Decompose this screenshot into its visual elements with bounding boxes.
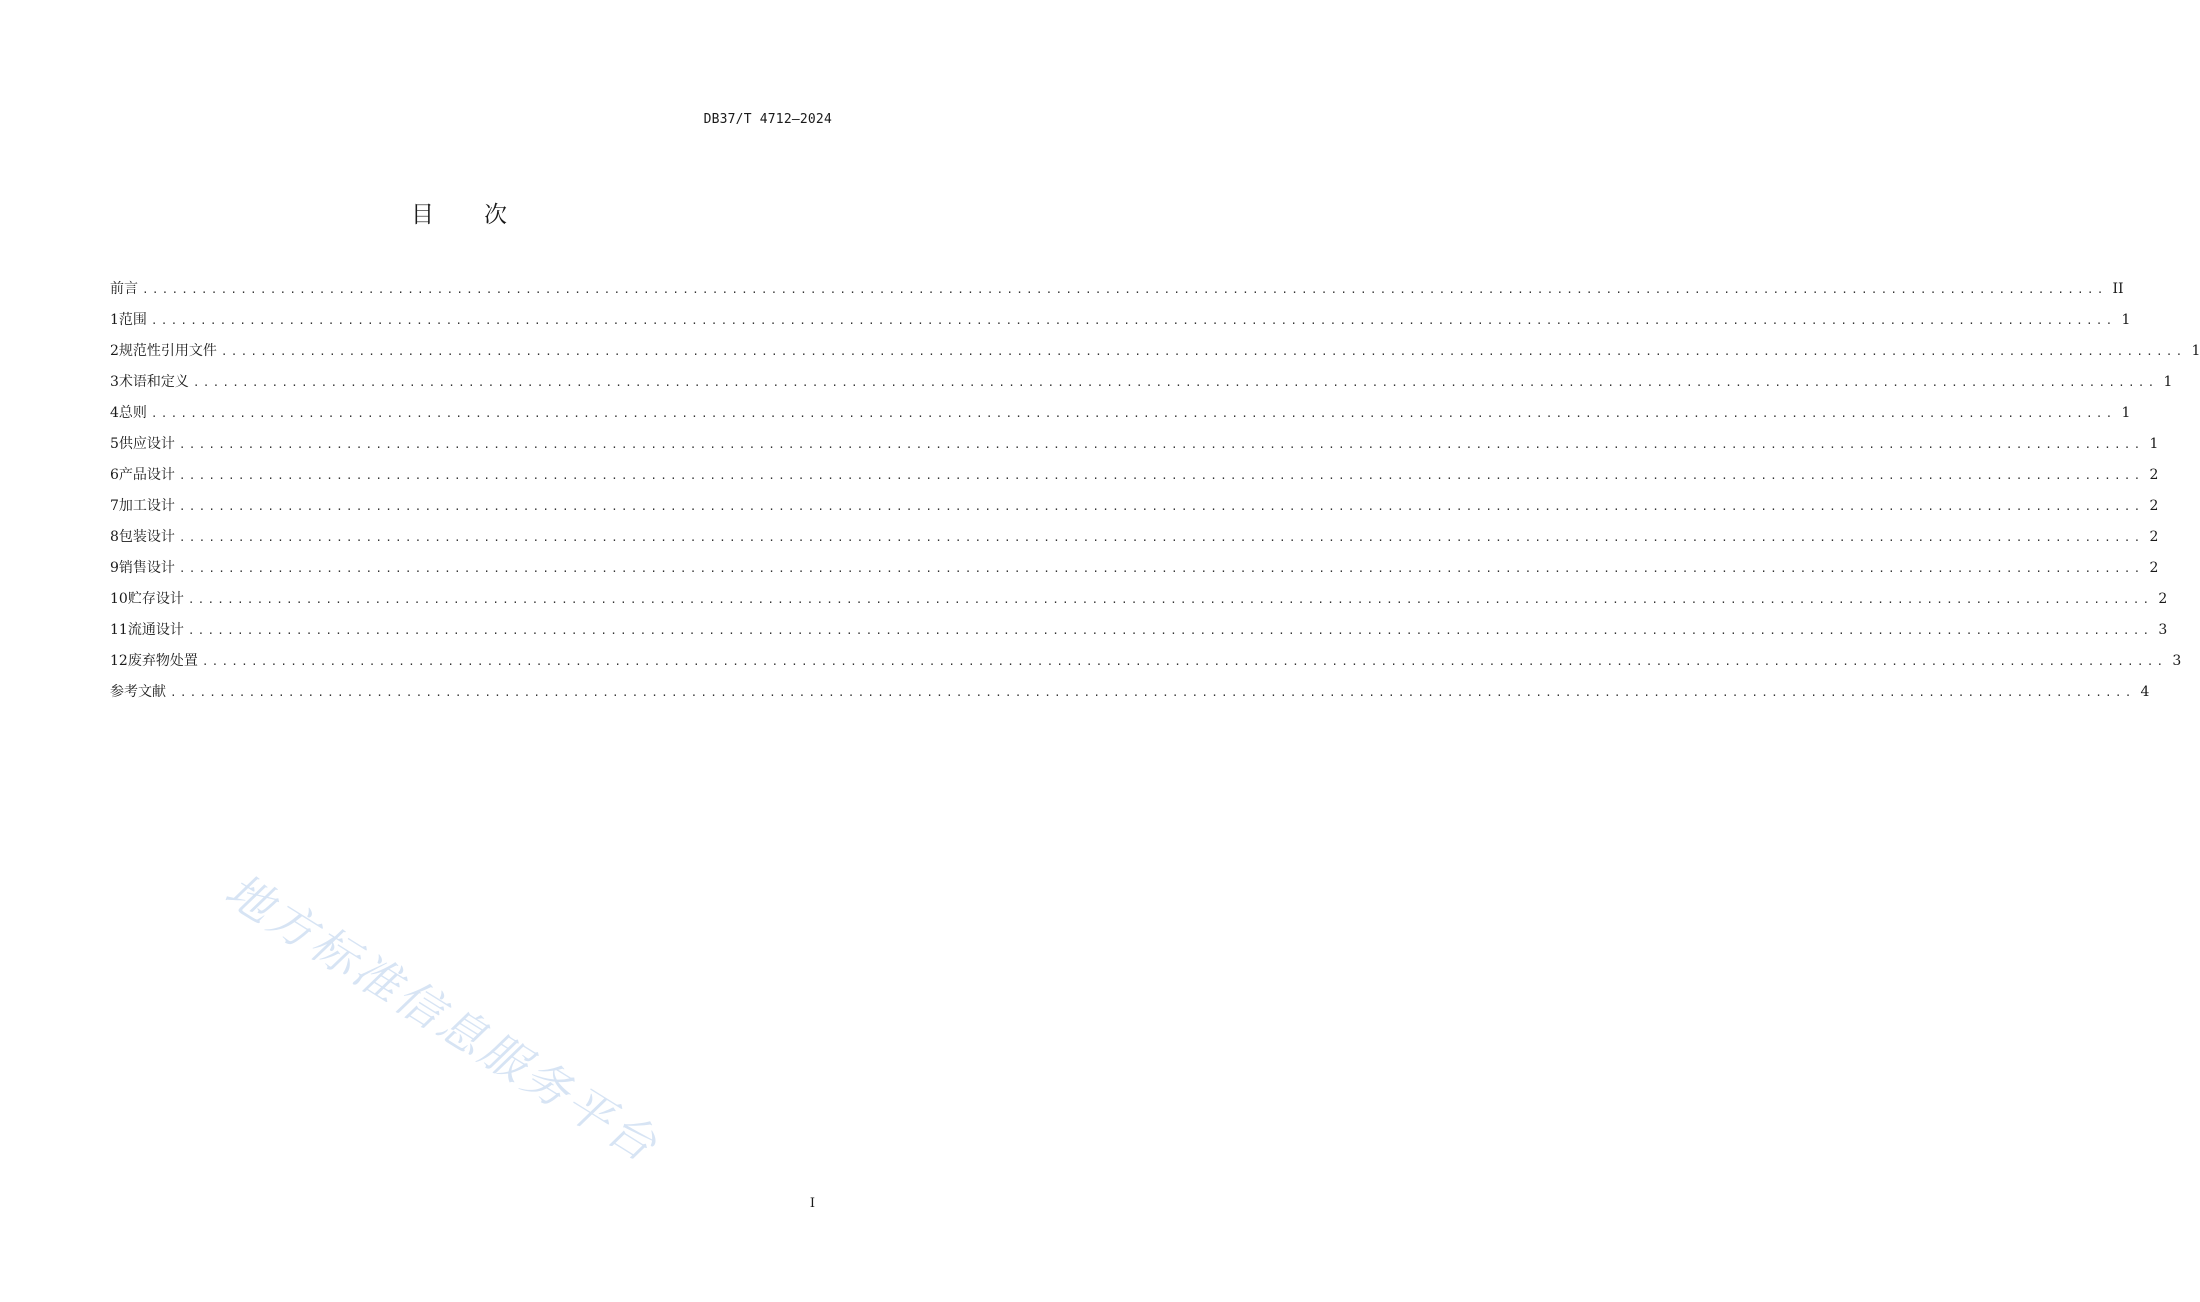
toc-entry[interactable] <box>110 557 2159 588</box>
page-number: I <box>809 1196 815 1211</box>
toc-entry-label: 加工设计 <box>118 498 175 514</box>
toc-leader-dots: ........................................................................................................................................................................................................ <box>187 593 2153 606</box>
toc-leader-dots: ........................................................................................................................................................................................................ <box>220 345 2186 358</box>
toc-leader-dots: ........................................................................................................................................................................................................ <box>178 438 2144 451</box>
toc-entry[interactable] <box>110 588 2168 619</box>
toc-leader-dots: ........................................................................................................................................................................................................ <box>178 500 2144 513</box>
toc-entry-number: 8 <box>110 529 119 545</box>
toc-entry-label: 规范性引用文件 <box>118 343 217 359</box>
toc-entry-page: 1 <box>2191 343 2200 359</box>
toc-entry-label: 供应设计 <box>118 436 175 452</box>
toc-entry-page: 2 <box>2158 591 2168 607</box>
toc-entry[interactable] <box>110 681 2150 712</box>
toc-entry-number: 7 <box>110 498 119 514</box>
toc-entry[interactable] <box>110 619 2168 650</box>
toc-entry[interactable] <box>110 495 2159 526</box>
toc-entry-label: 产品设计 <box>118 467 175 483</box>
toc-entry-page: 3 <box>2158 622 2168 638</box>
toc-title-char-1: 目 <box>411 202 436 228</box>
toc-entry-number: 11 <box>110 622 128 638</box>
toc-leader-dots: ........................................................................................................................................................................................................ <box>150 407 2116 420</box>
toc-entry[interactable] <box>110 650 2182 681</box>
toc-entry-label: 术语和定义 <box>118 374 189 390</box>
toc-entry-label: 前言 <box>110 281 138 297</box>
toc-entry-label: 流通设计 <box>127 622 184 638</box>
toc-entry-page: 4 <box>2140 684 2150 700</box>
toc-leader-dots: ........................................................................................................................................................................................................ <box>178 531 2144 544</box>
toc-entry-label: 贮存设计 <box>127 591 184 607</box>
toc-entry-number: 10 <box>110 591 128 607</box>
toc-title-char-2: 次 <box>484 202 509 228</box>
toc-entry[interactable] <box>110 526 2159 557</box>
toc-entry-page: 2 <box>2149 467 2159 483</box>
toc-entry-label: 总则 <box>118 405 147 421</box>
toc-leader-dots: ........................................................................................................................................................................................................ <box>192 376 2158 389</box>
toc-leader-dots: ........................................................................................................................................................................................................ <box>178 469 2144 482</box>
standard-code: DB37/T 4712—2024 <box>703 112 832 127</box>
toc-leader-dots: ........................................................................................................................................................................................................ <box>142 283 2107 296</box>
table-of-contents <box>110 278 2200 712</box>
toc-entry[interactable] <box>110 371 2173 402</box>
toc-entry-label: 范围 <box>118 312 147 328</box>
toc-entry-number: 1 <box>110 312 119 328</box>
toc-entry-number: 4 <box>110 405 119 421</box>
toc-leader-dots: ........................................................................................................................................................................................................ <box>170 686 2135 699</box>
toc-entry-number: 12 <box>110 653 128 669</box>
toc-entry-label: 销售设计 <box>118 560 175 576</box>
toc-title <box>0 196 920 229</box>
toc-leader-dots: ........................................................................................................................................................................................................ <box>201 655 2167 668</box>
toc-entry[interactable] <box>110 309 2131 340</box>
toc-entry-number: 5 <box>110 436 119 452</box>
toc-entry-page: II <box>2112 281 2124 297</box>
toc-entry-number: 9 <box>110 560 119 576</box>
toc-entry-page: 1 <box>2163 374 2173 390</box>
toc-entry[interactable] <box>110 464 2159 495</box>
toc-entry-label: 包装设计 <box>118 529 175 545</box>
toc-entry[interactable] <box>110 278 2124 309</box>
toc-entry-number: 6 <box>110 467 119 483</box>
toc-entry-page: 1 <box>2121 312 2131 328</box>
toc-leader-dots: ........................................................................................................................................................................................................ <box>178 562 2144 575</box>
toc-entry-page: 2 <box>2149 498 2159 514</box>
toc-leader-dots: ........................................................................................................................................................................................................ <box>150 314 2116 327</box>
toc-entry-label: 参考文献 <box>110 684 166 700</box>
toc-entry[interactable] <box>110 340 2200 371</box>
watermark-text: 地方标准信息服务平台 <box>216 862 669 1174</box>
toc-entry-page: 1 <box>2121 405 2131 421</box>
toc-entry-number: 2 <box>110 343 119 359</box>
toc-entry[interactable] <box>110 402 2131 433</box>
toc-entry-number: 3 <box>110 374 119 390</box>
toc-entry-page: 2 <box>2149 560 2159 576</box>
toc-entry-page: 2 <box>2149 529 2159 545</box>
toc-entry[interactable] <box>110 433 2159 464</box>
toc-entry-page: 1 <box>2149 436 2159 452</box>
toc-entry-label: 废弃物处置 <box>127 653 198 669</box>
toc-entry-page: 3 <box>2172 653 2182 669</box>
toc-leader-dots: ........................................................................................................................................................................................................ <box>187 624 2153 637</box>
